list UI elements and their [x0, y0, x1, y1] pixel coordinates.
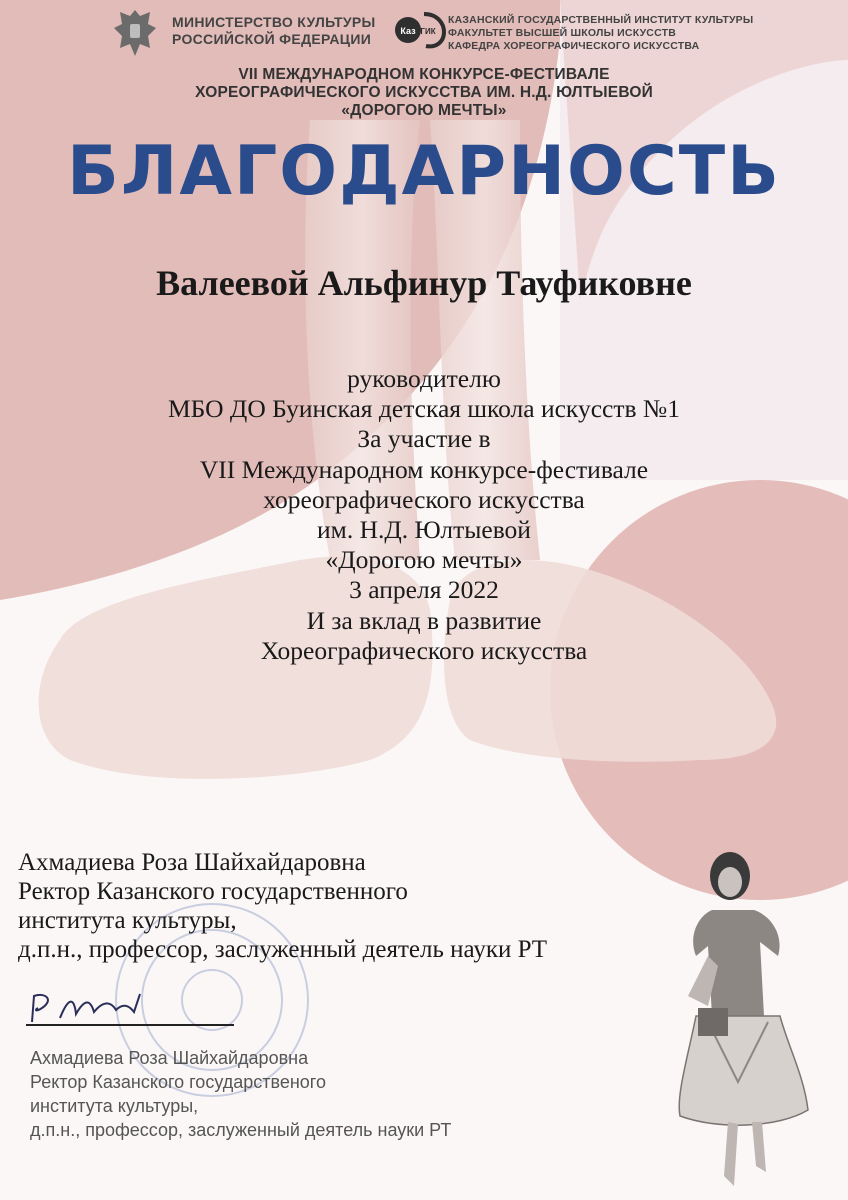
body-line: И за вклад в развитие	[306, 605, 542, 635]
ministry-name: МИНИСТЕРСТВО КУЛЬТУРЫ РОССИЙСКОЙ ФЕДЕРАЦИИ	[172, 14, 376, 47]
printed-line: д.п.н., профессор, заслуженный деятель науки РТ	[30, 1120, 452, 1140]
body-line: МБО ДО Буинская детская школа искусств №1	[168, 394, 680, 424]
coat-of-arms-icon	[112, 6, 158, 60]
body-line: им. Н.Д. Юлтыевой	[317, 514, 531, 544]
body-line: руководителю	[347, 364, 501, 393]
contest-heading: VII МЕЖДУНАРОДНОМ КОНКУРСЕ-ФЕСТИВАЛЕ ХОРЕОГРАФИЧЕСКОГО ИСКУССТВА ИМ. Н.Д. ЮЛТЫЕВОЙ «ДОРОГОЮ МЕЧТЫ»	[195, 66, 653, 119]
body-line: «Дорогою мечты»	[325, 545, 523, 575]
certificate-title: БЛАГОДАРНОСТЬ	[67, 132, 781, 211]
signatory-line: Ахмадиева Роза Шайхайдаровна	[18, 849, 366, 876]
printed-line: института культуры,	[30, 1096, 199, 1116]
signatory-line: Ректор Казанского государственного	[18, 878, 408, 905]
body-line: VII Международном конкурсе-фестивале	[199, 454, 649, 484]
signature-line	[26, 1024, 234, 1026]
printed-signatory-block	[30, 1046, 451, 1142]
svg-text:Каз: Каз	[400, 26, 416, 36]
body-line: Хореографического искусства	[260, 635, 588, 665]
signatory-line: института культуры,	[18, 907, 237, 934]
recipient-name: Валеевой Альфинур Тауфиковне	[156, 263, 692, 303]
body-line: 3 апреля 2022	[349, 575, 499, 605]
body-line: За участие в	[357, 424, 491, 454]
svg-text:ГИК: ГИК	[420, 27, 436, 36]
body-line: хореографического искусства	[263, 484, 585, 514]
printed-line: Ректор Казанского государственого	[30, 1072, 326, 1092]
institute-name: КАЗАНСКИЙ ГОСУДАРСТВЕННЫЙ ИНСТИТУТ КУЛЬТУРЫ ФАКУЛЬТЕТ ВЫСШЕЙ ШКОЛЫ ИСКУССТВ КАФЕДРА ХОРЕОГРАФИЧЕСКОГО ИСКУССТВА	[448, 14, 754, 52]
institute-logo-icon	[394, 8, 446, 52]
signatory-block	[18, 848, 547, 964]
certificate-body	[0, 364, 848, 666]
handwritten-signature	[24, 988, 164, 1028]
printed-line: Ахмадиева Роза Шайхайдаровна	[30, 1048, 309, 1068]
signatory-line: д.п.н., профессор, заслуженный деятель науки РТ	[18, 936, 548, 963]
dancer-illustration	[668, 846, 818, 1196]
